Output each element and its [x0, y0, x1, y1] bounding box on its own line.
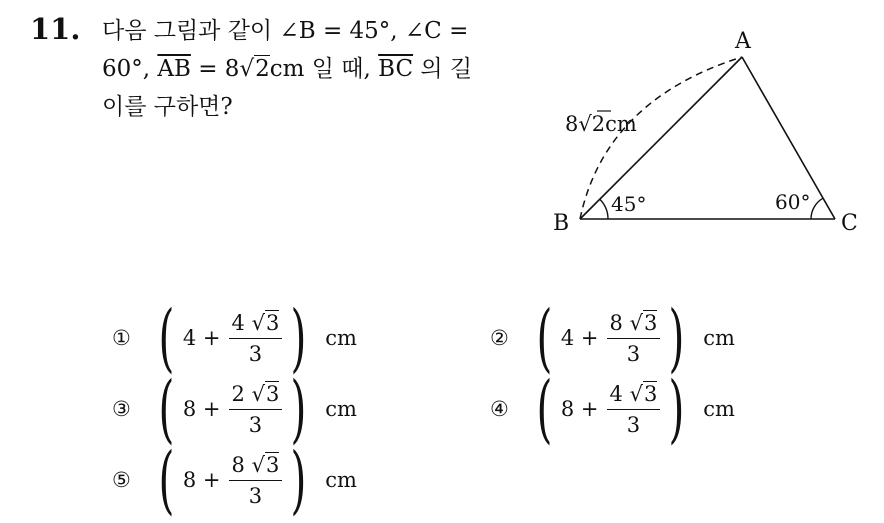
numerator-root: 3 [265, 452, 280, 477]
fraction-numerator: 8 √3 [229, 453, 283, 481]
option-unit: cm [703, 397, 735, 421]
question-text-line-1: 다음 그림과 같이 ∠B = 45°, ∠C = [102, 18, 469, 44]
numerator-coef: 8 [609, 310, 623, 335]
right-paren: ) [290, 366, 307, 452]
fraction-denominator: 3 [626, 412, 641, 437]
left-paren: ( [158, 295, 175, 381]
triangle-figure [545, 20, 875, 245]
fraction-numerator: 4 √3 [607, 382, 661, 410]
fraction-denominator: 3 [248, 412, 263, 437]
numerator-coef: 2 [231, 381, 245, 406]
option-4[interactable] [490, 366, 735, 452]
angle-c-value: 60°, [102, 56, 151, 82]
option-unit: cm [325, 468, 357, 492]
option-3[interactable] [112, 366, 357, 452]
option-marker: ① [112, 326, 131, 350]
segment-ab: $\overline{AB}$ [157, 56, 191, 82]
right-paren: ) [290, 295, 307, 381]
numerator-coef: 4 [609, 381, 623, 406]
vertex-label-b: B [553, 211, 570, 236]
left-paren: ( [158, 437, 175, 523]
fraction-denominator: 3 [248, 483, 263, 508]
side-length-root: 2 [591, 112, 606, 136]
side-length-unit: cm [605, 112, 637, 136]
left-paren: ( [158, 366, 175, 452]
side-length-sqrt: √ [578, 112, 592, 136]
option-marker: ③ [112, 397, 131, 421]
numerator-root: 3 [265, 310, 280, 335]
option-unit: cm [703, 326, 735, 350]
option-fraction [607, 382, 661, 437]
sqrt-radicand: 2 [255, 56, 270, 82]
numerator-root: 3 [265, 381, 280, 406]
left-paren: ( [536, 295, 553, 381]
right-paren: ) [668, 366, 685, 452]
option-fraction [229, 382, 283, 437]
option-marker: ⑤ [112, 468, 131, 492]
right-paren: ) [668, 295, 685, 381]
option-fraction [229, 453, 283, 508]
fraction-numerator: 8 √3 [607, 311, 661, 339]
equals-coef: = 8 [198, 56, 240, 82]
numerator-root: 3 [643, 381, 658, 406]
angle-label-b: 45° [611, 192, 647, 216]
left-paren: ( [536, 366, 553, 452]
option-lead: 8 + [560, 397, 599, 421]
option-5[interactable] [112, 437, 357, 523]
option-lead: 8 + [182, 468, 221, 492]
option-unit: cm [325, 397, 357, 421]
option-marker: ④ [490, 397, 509, 421]
option-1[interactable] [112, 295, 357, 381]
vertex-label-a: A [735, 29, 751, 54]
right-paren: ) [290, 437, 307, 523]
angle-label-c: 60° [775, 190, 811, 214]
option-marker: ② [490, 326, 509, 350]
length-unit-text: cm 일 때, [269, 56, 371, 82]
option-fraction [607, 311, 661, 366]
side-length-label [565, 112, 637, 136]
question-text-line-3: 이를 구하면? [102, 94, 233, 120]
numerator-coef: 8 [231, 452, 245, 477]
segment-bc: $\overline{BC}$ [378, 56, 414, 82]
angle-arc-c [811, 198, 823, 219]
fraction-numerator: 2 √3 [229, 382, 283, 410]
question-tail: 의 길 [420, 56, 473, 82]
option-lead: 4 + [560, 326, 599, 350]
numerator-root: 3 [643, 310, 658, 335]
question-number: 11. [30, 12, 81, 46]
side-ab [580, 57, 742, 219]
question-text-line-2 [102, 50, 472, 83]
option-2[interactable] [490, 295, 735, 381]
option-lead: 4 + [182, 326, 221, 350]
option-unit: cm [325, 326, 357, 350]
vertex-label-c: C [841, 211, 858, 236]
angle-arc-b [600, 199, 608, 219]
option-fraction [229, 311, 283, 366]
fraction-denominator: 3 [626, 341, 641, 366]
fraction-denominator: 3 [248, 341, 263, 366]
side-length-coef: 8 [565, 112, 579, 136]
triangle-diagram [545, 20, 875, 245]
numerator-coef: 4 [231, 310, 245, 335]
sqrt-symbol: √ [239, 56, 255, 82]
option-lead: 8 + [182, 397, 221, 421]
fraction-numerator: 4 √3 [229, 311, 283, 339]
